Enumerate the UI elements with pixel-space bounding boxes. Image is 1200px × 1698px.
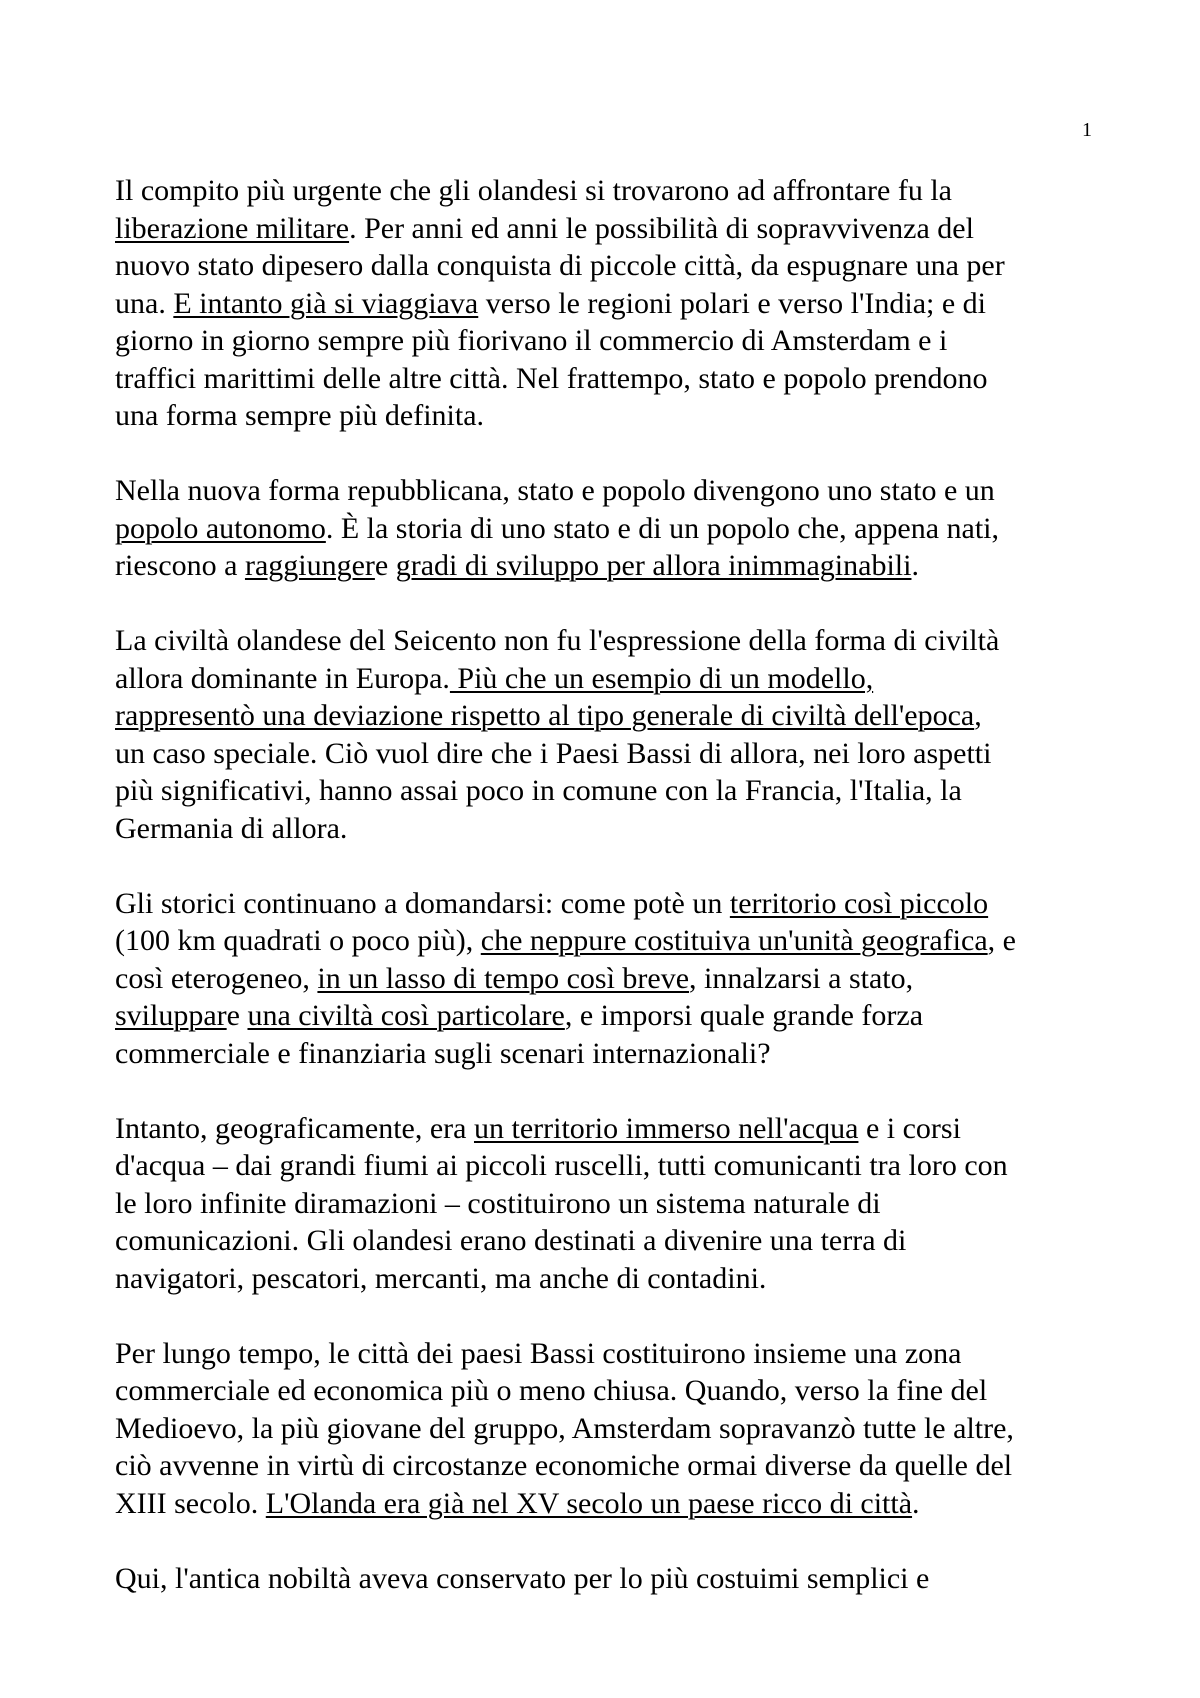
- text-run: ciò avvenne in virtù di circostanze economiche ormai diverse da quelle del: [115, 1449, 1013, 1482]
- text-line: [115, 810, 1115, 848]
- text-run: Medioevo, la più giovane del gruppo, Amsterdam sopravanzò tutte le altre,: [115, 1411, 1014, 1445]
- text-run: le loro infinite diramazioni – costituirono un sistema naturale di: [115, 1186, 881, 1220]
- text-run: giorno in giorno sempre più fiorivano il commercio di Amsterdam e i: [115, 324, 948, 357]
- text-run: un caso speciale. Ciò vuol dire che i Paesi Bassi di allora, nei loro aspetti: [115, 736, 992, 770]
- text-line: [115, 210, 1115, 248]
- text-line: [115, 1560, 1115, 1598]
- underlined-phrase: un territorio immerso nell'acqua: [473, 1111, 859, 1145]
- text-line: [115, 360, 1115, 398]
- page-number: 1: [1082, 119, 1092, 141]
- text-line: [115, 1185, 1115, 1223]
- text-run: riescono a: [115, 549, 245, 582]
- text-run: traffici marittimi delle altre città. Nel frattempo, stato e popolo prendono: [115, 361, 988, 395]
- text-run: .: [911, 549, 919, 582]
- paragraph-gap: [115, 847, 1115, 885]
- text-run: Il compito più urgente che gli olandesi si trovarono ad affrontare fu la: [115, 174, 952, 207]
- text-line: [115, 322, 1115, 360]
- text-line: [115, 660, 1115, 698]
- text-line: [115, 1110, 1115, 1148]
- paragraph-gap: [115, 1297, 1115, 1335]
- text-line: [115, 697, 1115, 735]
- text-run: comunicazioni. Gli olandesi erano destinati a divenire una terra di: [115, 1224, 907, 1257]
- text-line: [115, 1147, 1115, 1185]
- text-run: una.: [115, 286, 174, 320]
- text-run: Gli storici continuano a domandarsi: come potè un: [115, 886, 730, 920]
- underlined-phrase: gradi di sviluppo per allora inimmaginabili: [395, 549, 912, 582]
- paragraph: [115, 885, 1115, 1073]
- paragraph-gap: [115, 435, 1115, 473]
- text-run: nuovo stato dipesero dalla conquista di piccole città, da espugnare una per: [115, 249, 1005, 282]
- text-run: e i corsi: [858, 1111, 961, 1145]
- text-run: d'acqua – dai grandi fiumi ai piccoli ruscelli, tutti comunicanti tra loro con: [115, 1149, 1008, 1182]
- text-run: . È la storia di uno stato e di un popolo che, appena nati,: [325, 511, 999, 545]
- paragraph: [115, 1110, 1115, 1298]
- text-line: [115, 547, 1115, 585]
- text-run: , e: [987, 924, 1016, 957]
- paragraph: [115, 472, 1115, 585]
- text-run: e: [226, 999, 248, 1032]
- underlined-phrase: sviluppar: [115, 999, 227, 1032]
- underlined-phrase: una civiltà così particolare: [247, 999, 565, 1032]
- text-run: una forma sempre più definita.: [115, 399, 485, 432]
- body-text: [115, 172, 1115, 1597]
- text-line: [115, 1485, 1115, 1523]
- text-line: [115, 510, 1115, 548]
- paragraph: [115, 1560, 1115, 1598]
- text-run: ,: [974, 699, 982, 732]
- text-run: commerciale ed economica più o meno chiusa. Quando, verso la fine del: [115, 1374, 988, 1407]
- underlined-phrase: che neppure costituiva un'unità geografica: [480, 924, 988, 957]
- text-run: allora dominante in Europa.: [115, 661, 450, 695]
- underlined-phrase: liberazione militare: [115, 211, 350, 245]
- text-line: [115, 397, 1115, 435]
- text-line: [115, 922, 1115, 960]
- text-run: Intanto, geograficamente, era: [115, 1111, 474, 1145]
- text-run: , innalzarsi a stato,: [689, 961, 914, 995]
- text-line: [115, 1335, 1115, 1373]
- paragraph-gap: [115, 585, 1115, 623]
- text-run: La civiltà olandese del Seicento non fu l'espressione della forma di civiltà: [115, 624, 1000, 657]
- text-line: [115, 285, 1115, 323]
- text-line: [115, 772, 1115, 810]
- underlined-phrase: L'Olanda era già nel XV secolo un paese ricco di città: [265, 1486, 913, 1520]
- underlined-phrase: E intanto già si viaggiava: [173, 286, 479, 320]
- text-run: commerciale e finanziaria sugli scenari internazionali?: [115, 1036, 771, 1070]
- text-line: [115, 622, 1115, 660]
- text-line: [115, 960, 1115, 998]
- underlined-phrase: rappresentò una deviazione rispetto al tipo generale di civiltà dell'epoca: [115, 699, 975, 732]
- text-line: [115, 1447, 1115, 1485]
- text-line: [115, 1035, 1115, 1073]
- paragraph: [115, 622, 1115, 847]
- text-run: così eterogeneo,: [115, 961, 318, 995]
- text-line: [115, 885, 1115, 923]
- text-line: [115, 1410, 1115, 1448]
- text-run: Per lungo tempo, le città dei paesi Bassi costituirono insieme una zona: [115, 1336, 962, 1370]
- text-run: Qui, l'antica nobiltà aveva conservato per lo più costuimi semplici e: [115, 1561, 930, 1595]
- text-line: [115, 1222, 1115, 1260]
- paragraph-gap: [115, 1072, 1115, 1110]
- text-run: Germania di allora.: [115, 811, 348, 845]
- text-run: (100 km quadrati o poco più),: [115, 924, 481, 957]
- text-run: più significativi, hanno assai poco in comune con la Francia, l'Italia, la: [115, 774, 962, 807]
- text-line: [115, 247, 1115, 285]
- text-run: . Per anni ed anni le possibilità di sopravvivenza del: [349, 211, 974, 245]
- text-line: [115, 1260, 1115, 1298]
- paragraph-gap: [115, 1522, 1115, 1560]
- text-run: XIII secolo.: [115, 1486, 266, 1520]
- text-line: [115, 1372, 1115, 1410]
- text-line: [115, 997, 1115, 1035]
- underlined-phrase: territorio così piccolo: [729, 886, 989, 920]
- paragraph: [115, 172, 1115, 435]
- paragraph: [115, 1335, 1115, 1523]
- text-run: verso le regioni polari e verso l'India; e di: [478, 286, 986, 320]
- underlined-phrase: in un lasso di tempo così breve: [317, 961, 690, 995]
- text-line: [115, 172, 1115, 210]
- underlined-phrase: Più che un esempio di un modello,: [449, 661, 874, 695]
- text-line: [115, 472, 1115, 510]
- text-run: Nella nuova forma repubblicana, stato e popolo divengono uno stato e un: [115, 474, 995, 507]
- text-run: .: [912, 1486, 920, 1520]
- underlined-phrase: popolo autonomo: [115, 511, 326, 545]
- text-run: navigatori, pescatori, mercanti, ma anche di contadini.: [115, 1261, 767, 1295]
- text-line: [115, 735, 1115, 773]
- text-run: , e imporsi quale grande forza: [564, 999, 924, 1032]
- underlined-phrase: raggiunger: [244, 549, 375, 582]
- text-run: e: [374, 549, 396, 582]
